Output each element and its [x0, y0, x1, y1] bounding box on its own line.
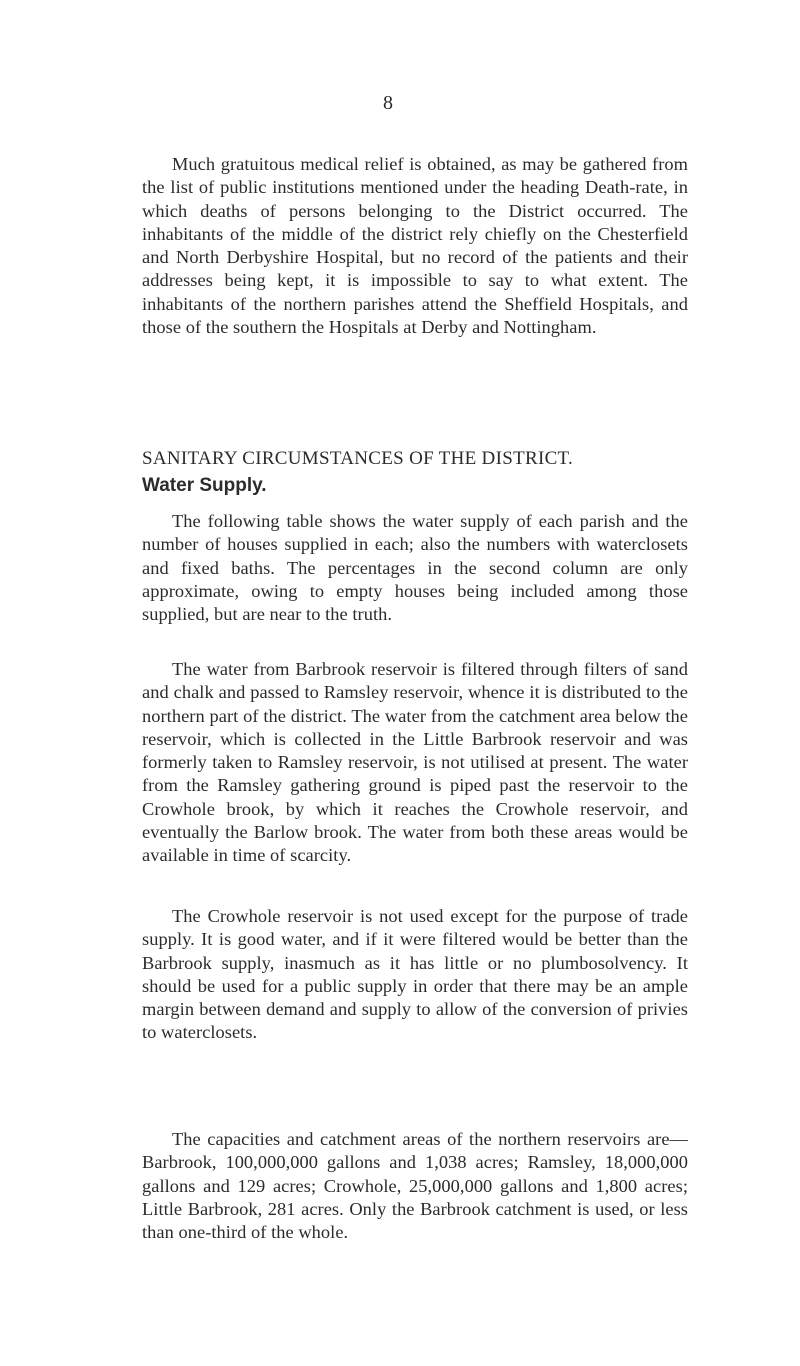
section-heading-sanitary-circumstances: SANITARY CIRCUMSTANCES OF THE DISTRICT.: [142, 448, 574, 469]
paragraph-crowhole-reservoir: The Crowhole reservoir is not used except for the purpose of trade supply. It is good water, and if it were filtered would be better than the Barbrook supply, inasmuch as it has little or no plumbosolvency. It should be used for a public supply in order that there may be an ample margin between demand and supply to allow of the conversion of privies to waterclosets.: [142, 906, 688, 1043]
paragraph-medical-relief: Much gratuitous medical relief is obtained, as may be gathered from the list of public institutions mentioned under the heading Death-rate, in which deaths of persons belonging to the District occurred. The inhabitants of the middle of the district rely chiefly on the Chesterfield and North Derbyshire Hospital, but no record of the patients and their addresses being kept, it is impossible to say to what extent. The inhabitants of the northern parishes attend the Sheffield Hospitals, and those of the southern the Hospitals at Derby and Nottingham.: [142, 154, 688, 338]
paragraph-table-intro: The following table shows the water supply of each parish and the number of houses supplied in each; also the numbers with waterclosets and fixed baths. The percentages in the second column are only approximate, owing to empty houses being included among those supplied, but are near to the truth.: [142, 511, 688, 625]
subsection-heading-water-supply: Water Supply.: [142, 475, 267, 496]
paragraph-barbrook-reservoir: The water from Barbrook reservoir is filtered through filters of sand and chalk and passed to Ramsley reservoir, whence it is distributed to the northern part of the district. The water from the catchment area below the reservoir, which is collected in the Little Barbrook reservoir and was formerly taken to Ramsley reservoir, is not utilised at present. The water from the Ramsley gathering ground is piped past the reservoir to the Crowhole brook, by which it reaches the Crowhole reservoir, and eventually the Barlow brook. The water from both these areas would be available in time of scarcity.: [142, 659, 688, 866]
page-number: 8: [383, 92, 393, 114]
paragraph-reservoir-capacities: The capacities and catchment areas of the northern reservoirs are—Barbrook, 100,000,000 gallons and 1,038 acres; Ramsley, 18,000,000 gallons and 129 acres; Crowhole, 25,000,000 gallons and 1,800 acres; Little Barbrook, 281 acres. Only the Barbrook catchment is used, or less than one-third of the whole.: [142, 1129, 688, 1243]
